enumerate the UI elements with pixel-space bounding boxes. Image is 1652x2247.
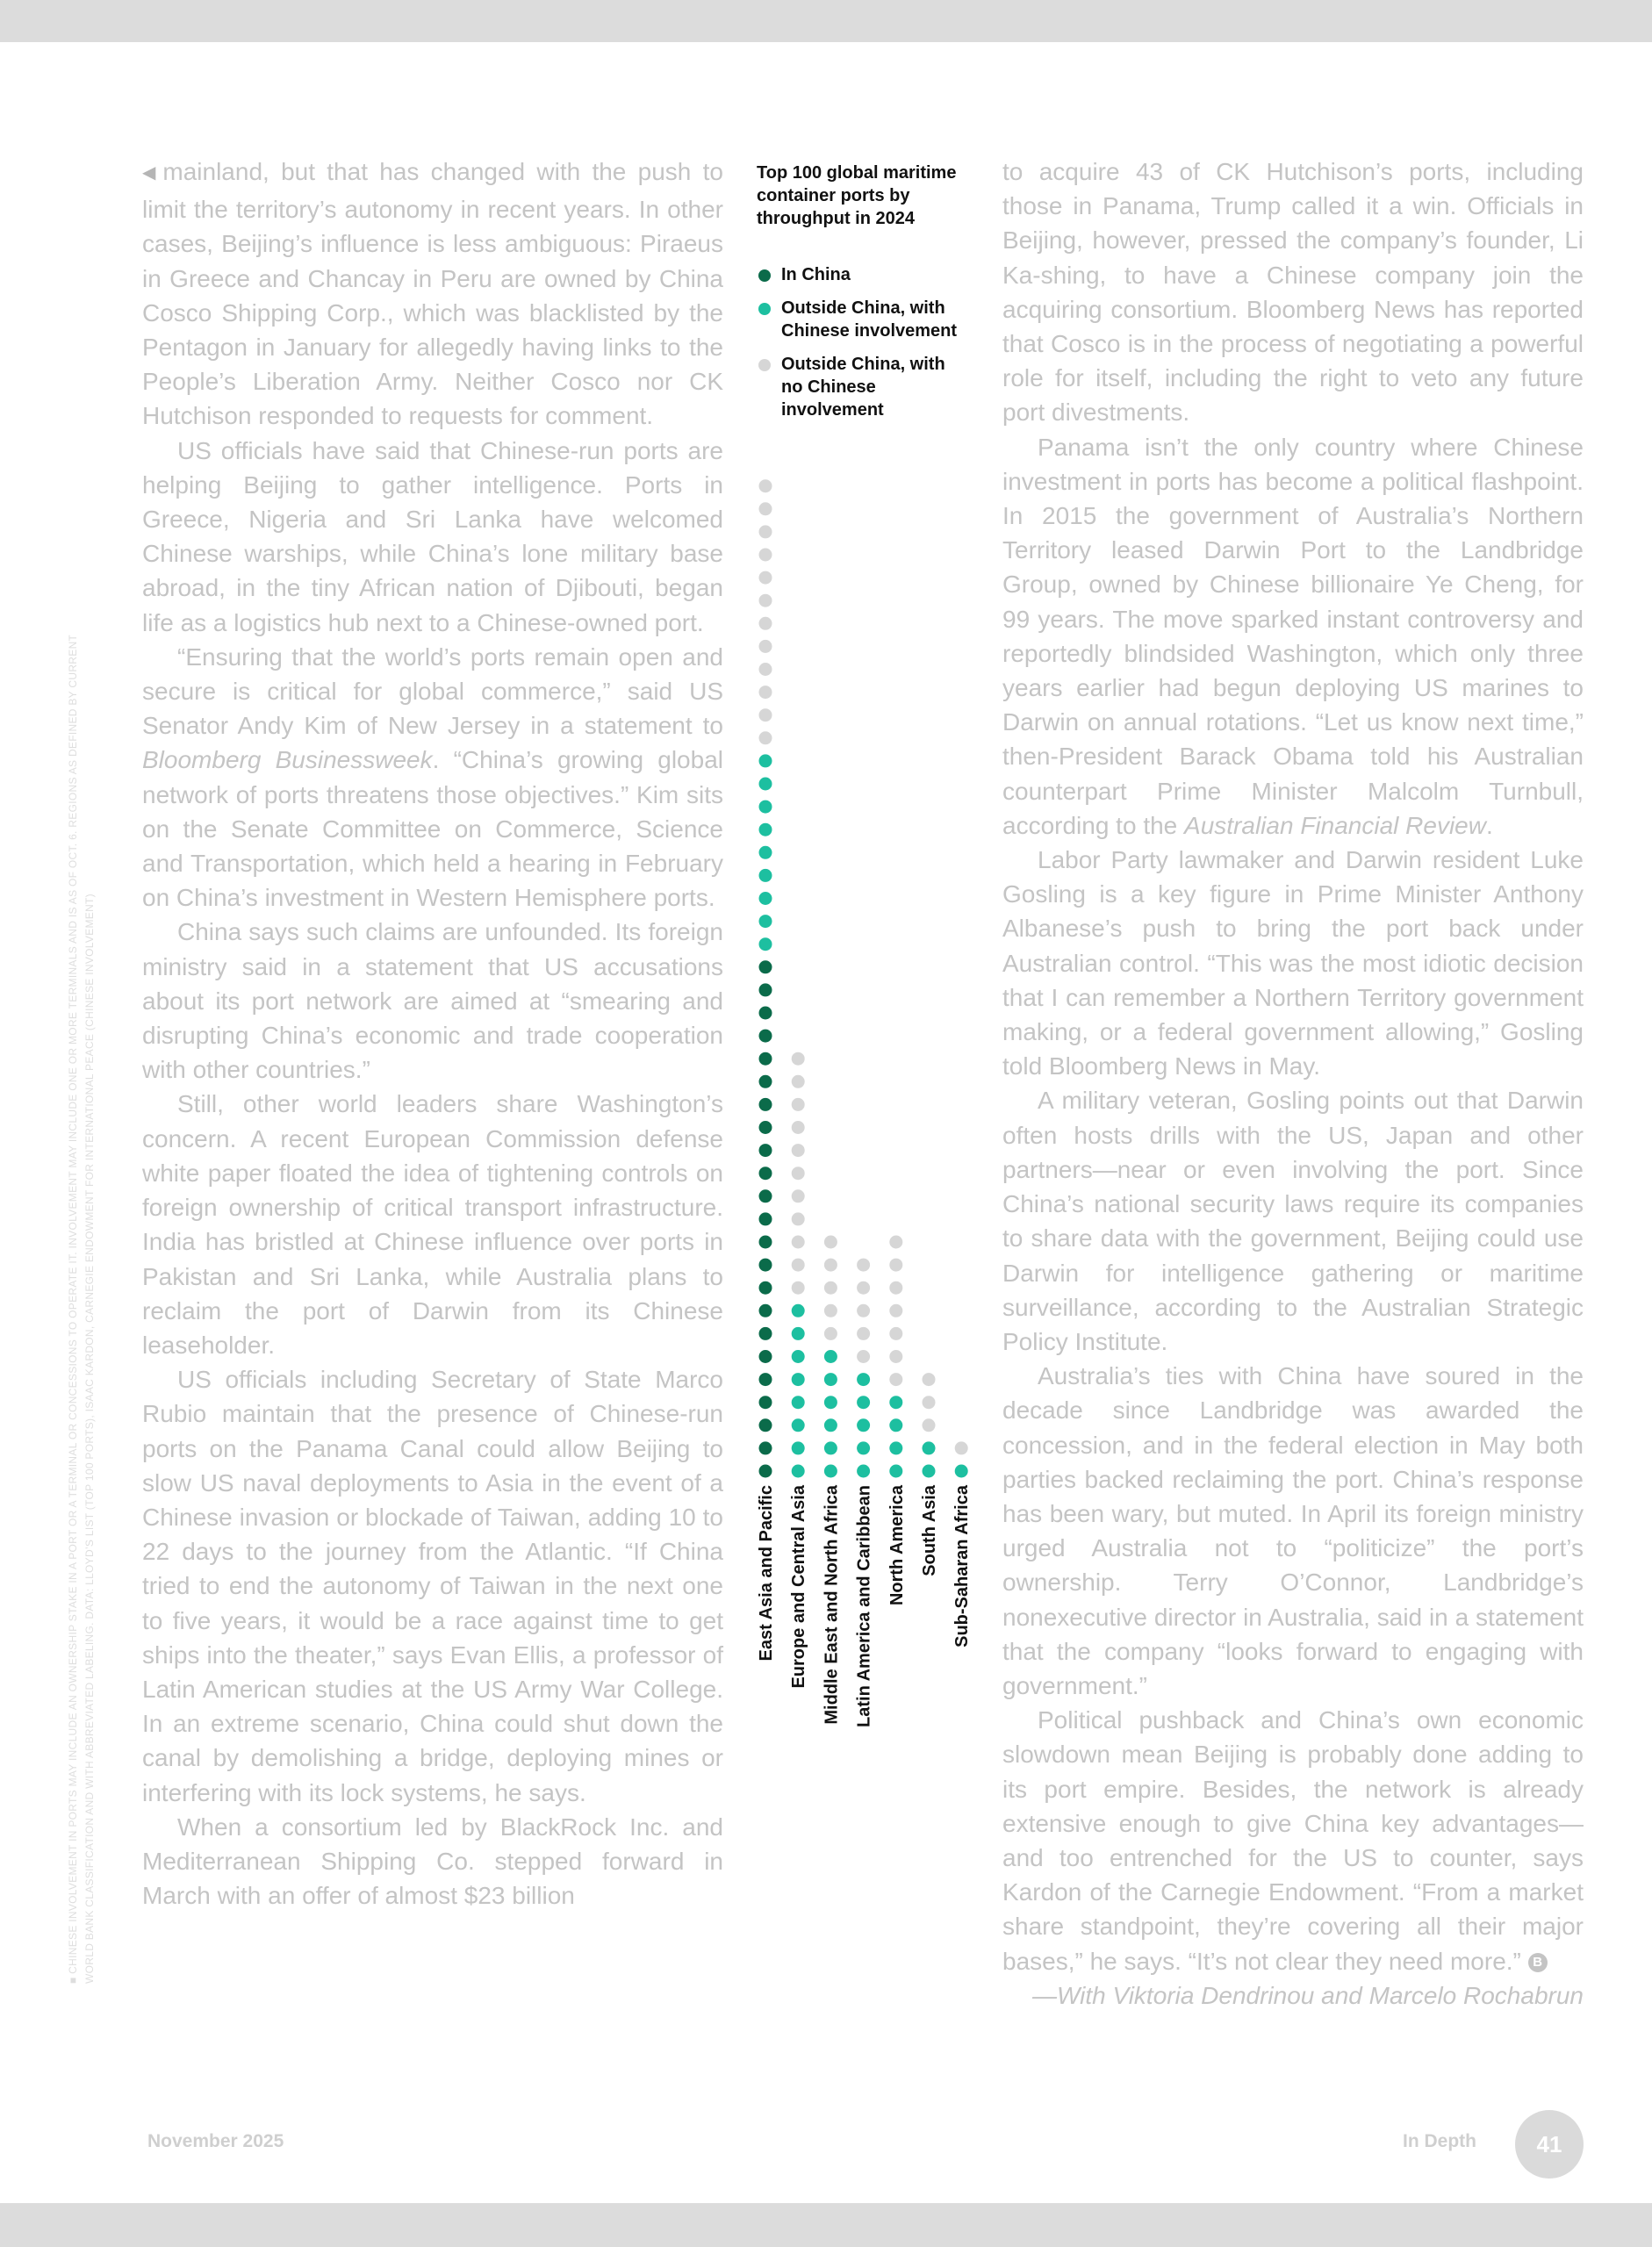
port-dot [792, 1441, 805, 1454]
port-dot [759, 571, 772, 585]
port-dot [792, 1098, 805, 1111]
footer-date: November 2025 [147, 2131, 284, 2151]
port-dot [824, 1418, 837, 1432]
port-dot [889, 1418, 902, 1432]
port-dot [759, 846, 772, 859]
port-dot [759, 686, 772, 699]
port-dot [824, 1350, 837, 1363]
port-dot [759, 1327, 772, 1340]
port-dot [759, 549, 772, 562]
article-column-right [1002, 154, 1584, 2013]
port-dot [792, 1259, 805, 1272]
port-dot [759, 778, 772, 791]
port-dot [759, 731, 772, 744]
port-dot [792, 1167, 805, 1180]
port-dot [759, 869, 772, 882]
port-dot [759, 1350, 772, 1363]
legend-dot-icon [758, 269, 771, 282]
port-dot [759, 1189, 772, 1202]
article-paragraph: US officials including Secretary of State Marco Rubio maintain that the presence of Chinese-run ports on the Panama Canal could allow Beijing to slow US naval deployments to Asia in the event of a Chinese invasion or blockade of Taiwan, adding 10 to 22 days to the journey from the Atlantic. “If China tried to end the autonomy of Taiwan in the next one to five years, it would be a race against time to get ships into the theater,” says Evan Ellis, a professor of Latin American studies at the US Army War College. In an extreme scenario, China could shut down the canal by demolishing a bridge, deploying mines or interfering with its lock systems, he says. [142, 1366, 723, 1806]
port-dot [857, 1396, 870, 1409]
bottom-band [0, 2203, 1652, 2247]
legend-item-outside-without: Outside China, with no Chinese involvement [757, 353, 967, 421]
port-dot [889, 1259, 902, 1272]
footer-section: In Depth [1403, 2131, 1476, 2151]
article-paragraph: Still, other world leaders share Washington’s concern. A recent European Commission defense white paper floated the idea of tightening controls on foreign ownership of critical transport infrastructure. India has bristled at Chinese influence over ports in Pakistan and Sri Lanka, while Australia plans to reclaim the port of Darwin from its Chinese leaseholder. [142, 1090, 723, 1359]
article-paragraph: Australia’s ties with China have soured in the decade since Landbridge was awarded the concession, and in the federal election in May both parties backed reclaiming the port. China’s response has been wary, but muted. In April its foreign ministry urged Australia not to “politicize” the port’s ownership. Terry O’Connor, Landbridge’s nonexecutive director in Australia, said in a statement that the company “looks forward to engaging with government.” [1002, 1362, 1584, 1699]
port-dot [824, 1441, 837, 1454]
port-dot [923, 1396, 936, 1409]
category-label: East Asia and Pacific [757, 1485, 776, 1662]
category-label: North America [887, 1485, 907, 1606]
port-dot [857, 1418, 870, 1432]
port-dot [792, 1304, 805, 1317]
port-dot [759, 1373, 772, 1386]
port-dot [759, 960, 772, 973]
port-dot [759, 937, 772, 951]
category-label: Latin America and Caribbean [854, 1485, 874, 1727]
article-paragraph: Panama isn’t the only country where Chinese investment in ports has become a political flashpoint. In 2015 the government of Australia’s Northern Territory leased Darwin Port to the Landbridge Group, owned by Chinese billionaire Ye Cheng, for 99 years. The move sparked instant controversy and reportedly blindsided Washington, which only three years earlier had begun deploying US marines to Darwin on annual rotations. “Let us know next time,” then-President Barack Obama told his Australian counterpart Prime Minister Malcolm Turnbull, according to the Australian Financial Review. [1002, 433, 1584, 839]
port-dot [889, 1327, 902, 1340]
port-dot [857, 1259, 870, 1272]
port-dot [759, 1396, 772, 1409]
legend-dot-icon [758, 359, 771, 371]
port-dot [792, 1052, 805, 1066]
port-dot [759, 983, 772, 996]
port-dot [889, 1441, 902, 1454]
legend-item-outside-with: Outside China, with Chinese involvement [757, 297, 967, 342]
port-dot [857, 1327, 870, 1340]
port-dot [759, 525, 772, 538]
port-dot [889, 1350, 902, 1363]
port-dot [824, 1259, 837, 1272]
port-dot [759, 640, 772, 653]
port-dot [824, 1304, 837, 1317]
chart-title: Top 100 global maritime container ports by throughput in 2024 [757, 163, 957, 228]
port-dot [759, 800, 772, 814]
category-label: South Asia [920, 1485, 939, 1576]
port-dot [759, 1441, 772, 1454]
port-dot [792, 1327, 805, 1340]
port-dot [792, 1121, 805, 1134]
port-dot [824, 1465, 837, 1478]
legend-item-in-china: In China [757, 263, 967, 286]
port-dot [923, 1418, 936, 1432]
port-dot [889, 1304, 902, 1317]
port-dot [857, 1350, 870, 1363]
port-dot [792, 1075, 805, 1088]
article-paragraph: A military veteran, Gosling points out that Darwin often hosts drills with the US, Japan and other partners—near or even involving the port. Since China’s national security laws require its companies to share data with the government, Beijing could use Darwin for intelligence gathering or maritime surveillance, according to the Australian Strategic Policy Institute. [1002, 1087, 1584, 1355]
article-paragraph: Labor Party lawmaker and Darwin resident Luke Gosling is a key figure in Prime Minister Anthony Albanese’s push to bring the port back under Australian control. “This was the most idiotic decision that I can remember a Northern Territory government making, or a federal government allowing,” Gosling told Bloomberg News in May. [1002, 846, 1584, 1080]
port-dot [792, 1144, 805, 1157]
port-dot [759, 663, 772, 676]
article-paragraph: “Ensuring that the world’s ports remain open and secure is critical for global commerce,” said US Senator Andy Kim of New Jersey in a statement to Bloomberg Businessweek. “China’s growing global network of ports threatens those objectives.” Kim sits on the Senate Committee on Commerce, Science and Transportation, which held a hearing in February on China’s investment in Western Hemisphere ports. [142, 643, 723, 912]
port-dot [955, 1441, 968, 1454]
port-dot [759, 1121, 772, 1134]
article-paragraph: When a consortium led by BlackRock Inc. and Mediterranean Shipping Co. stepped forward in March with an offer of almost $23 billion [142, 1813, 723, 1910]
legend-dot-icon [758, 303, 771, 315]
port-dot [759, 1304, 772, 1317]
port-dot [792, 1236, 805, 1249]
port-dot [824, 1327, 837, 1340]
port-dot [759, 1007, 772, 1020]
article-paragraph: to acquire 43 of CK Hutchison’s ports, including those in Panama, Trump called it a win. Officials in Beijing, however, pressed the company’s founder, Li Ka-shing, to have a Chinese company join the acquiring consortium. Bloomberg News has reported that Cosco is in the process of negotiating a powerful role for itself, including the right to veto any future port divestments. [1002, 158, 1584, 427]
port-dot [759, 594, 772, 607]
port-dot [759, 1167, 772, 1180]
port-dot [824, 1281, 837, 1295]
port-dot [759, 502, 772, 515]
port-dot [889, 1236, 902, 1249]
article-paragraph: ◀ mainland, but that has changed with the push to limit the territory’s autonomy in recent years. In other cases, Beijing’s influence is less ambiguous: Piraeus in Greece and Chancay in Peru are owned by China Cosco Shipping Corp., which was blacklisted by the Pentagon in January for allegedly having links to the People’s Liberation Army. Neither Cosco nor CK Hutchison responded to requests for comment. [142, 158, 723, 430]
port-dot [857, 1281, 870, 1295]
port-dot [759, 1052, 772, 1066]
port-dot [759, 823, 772, 836]
port-dot [792, 1373, 805, 1386]
port-dot [759, 1144, 772, 1157]
article-column-left [142, 154, 723, 1913]
port-dot [792, 1396, 805, 1409]
port-dot [792, 1281, 805, 1295]
port-dot [759, 479, 772, 492]
category-label: Europe and Central Asia [789, 1485, 809, 1689]
end-mark-icon: B [1528, 1953, 1548, 1972]
article-paragraph: China says such claims are unfounded. Its foreign ministry said in a statement that US accusations about its port network are aimed at “smearing and disrupting China’s economic and trade cooperation with other countries.” [142, 918, 723, 1084]
publication-name: Bloomberg Businessweek [142, 746, 433, 774]
port-dot [824, 1396, 837, 1409]
port-dot [792, 1189, 805, 1202]
publication-name: Australian Financial Review [1184, 811, 1486, 839]
port-dot [889, 1281, 902, 1295]
port-dot [955, 1465, 968, 1478]
port-dot [889, 1373, 902, 1386]
port-dot [759, 1030, 772, 1043]
port-dot [759, 1075, 772, 1088]
port-dot [759, 1212, 772, 1225]
category-label: Middle East and North Africa [822, 1485, 842, 1725]
continued-arrow-icon: ◀ [142, 163, 156, 183]
port-dot [923, 1465, 936, 1478]
port-dot [857, 1373, 870, 1386]
dot-chart [746, 465, 992, 1782]
port-dot [759, 1259, 772, 1272]
article-paragraph: Political pushback and China’s own economic slowdown mean Beijing is probably done adding to its port empire. Besides, the network is already extensive enough to give China key advantages—and too entrenched for the US to counter, says Kardon of the Carnegie Endowment. “From a market share standpoint, they’re covering all their major bases,” he says. “It’s not clear they need more.” B [1002, 1706, 1584, 1975]
port-dot [792, 1465, 805, 1478]
article-credit: —With Viktoria Dendrinou and Marcelo Rochabrun [1032, 1981, 1584, 2009]
port-dot [889, 1396, 902, 1409]
chart-legend [757, 263, 967, 432]
article-paragraph: US officials have said that Chinese-run ports are helping Beijing to gather intelligence. Ports in Greece, Nigeria and Sri Lanka have welcomed Chinese warships, while China’s lone military base abroad, in the tiny African nation of Djibouti, began life as a logistics hub next to a Chinese-owned port. [142, 436, 723, 636]
port-dot [792, 1350, 805, 1363]
port-dot [857, 1441, 870, 1454]
port-dot [792, 1212, 805, 1225]
category-label: Sub-Saharan Africa [952, 1485, 973, 1648]
port-dot [857, 1304, 870, 1317]
port-dot [857, 1465, 870, 1478]
port-dot [759, 1236, 772, 1249]
port-dot [759, 915, 772, 928]
port-dot [759, 617, 772, 630]
port-dot [923, 1373, 936, 1386]
port-dot [792, 1418, 805, 1432]
port-dot [824, 1236, 837, 1249]
page-number: 41 [1515, 2110, 1584, 2179]
chart-source-note: ■ CHINESE INVOLVEMENT IN PORTS MAY INCLUDE AN OWNERSHIP STAKE IN A PORT OR A TERMINAL OR CONCESSIONS TO OPERATE IT. INVOLVEMENT MAY INCLUDE ONE OR MORE TERMINALS AND IS AS OF OCT. 6. REGIONS AS DEFINED BY CURRENT WORLD BANK CLASSIFICATION AND WITH ABBREVIATED LABELING. DATA: LLOYD’S LIST (TOP 100 PORTS), ISAAC KARDON, CARNEGIE ENDOWMENT FOR INTERNATIONAL PEACE (CHINESE INVOLVEMENT) [67, 635, 96, 1984]
port-dot [759, 754, 772, 767]
port-dot [759, 1465, 772, 1478]
top-band [0, 0, 1652, 42]
port-dot [759, 1098, 772, 1111]
port-dot [759, 1281, 772, 1295]
port-dot [889, 1465, 902, 1478]
port-dot [759, 892, 772, 905]
port-dot [923, 1441, 936, 1454]
port-dot [759, 1418, 772, 1432]
port-dot [824, 1373, 837, 1386]
port-dot [759, 708, 772, 721]
